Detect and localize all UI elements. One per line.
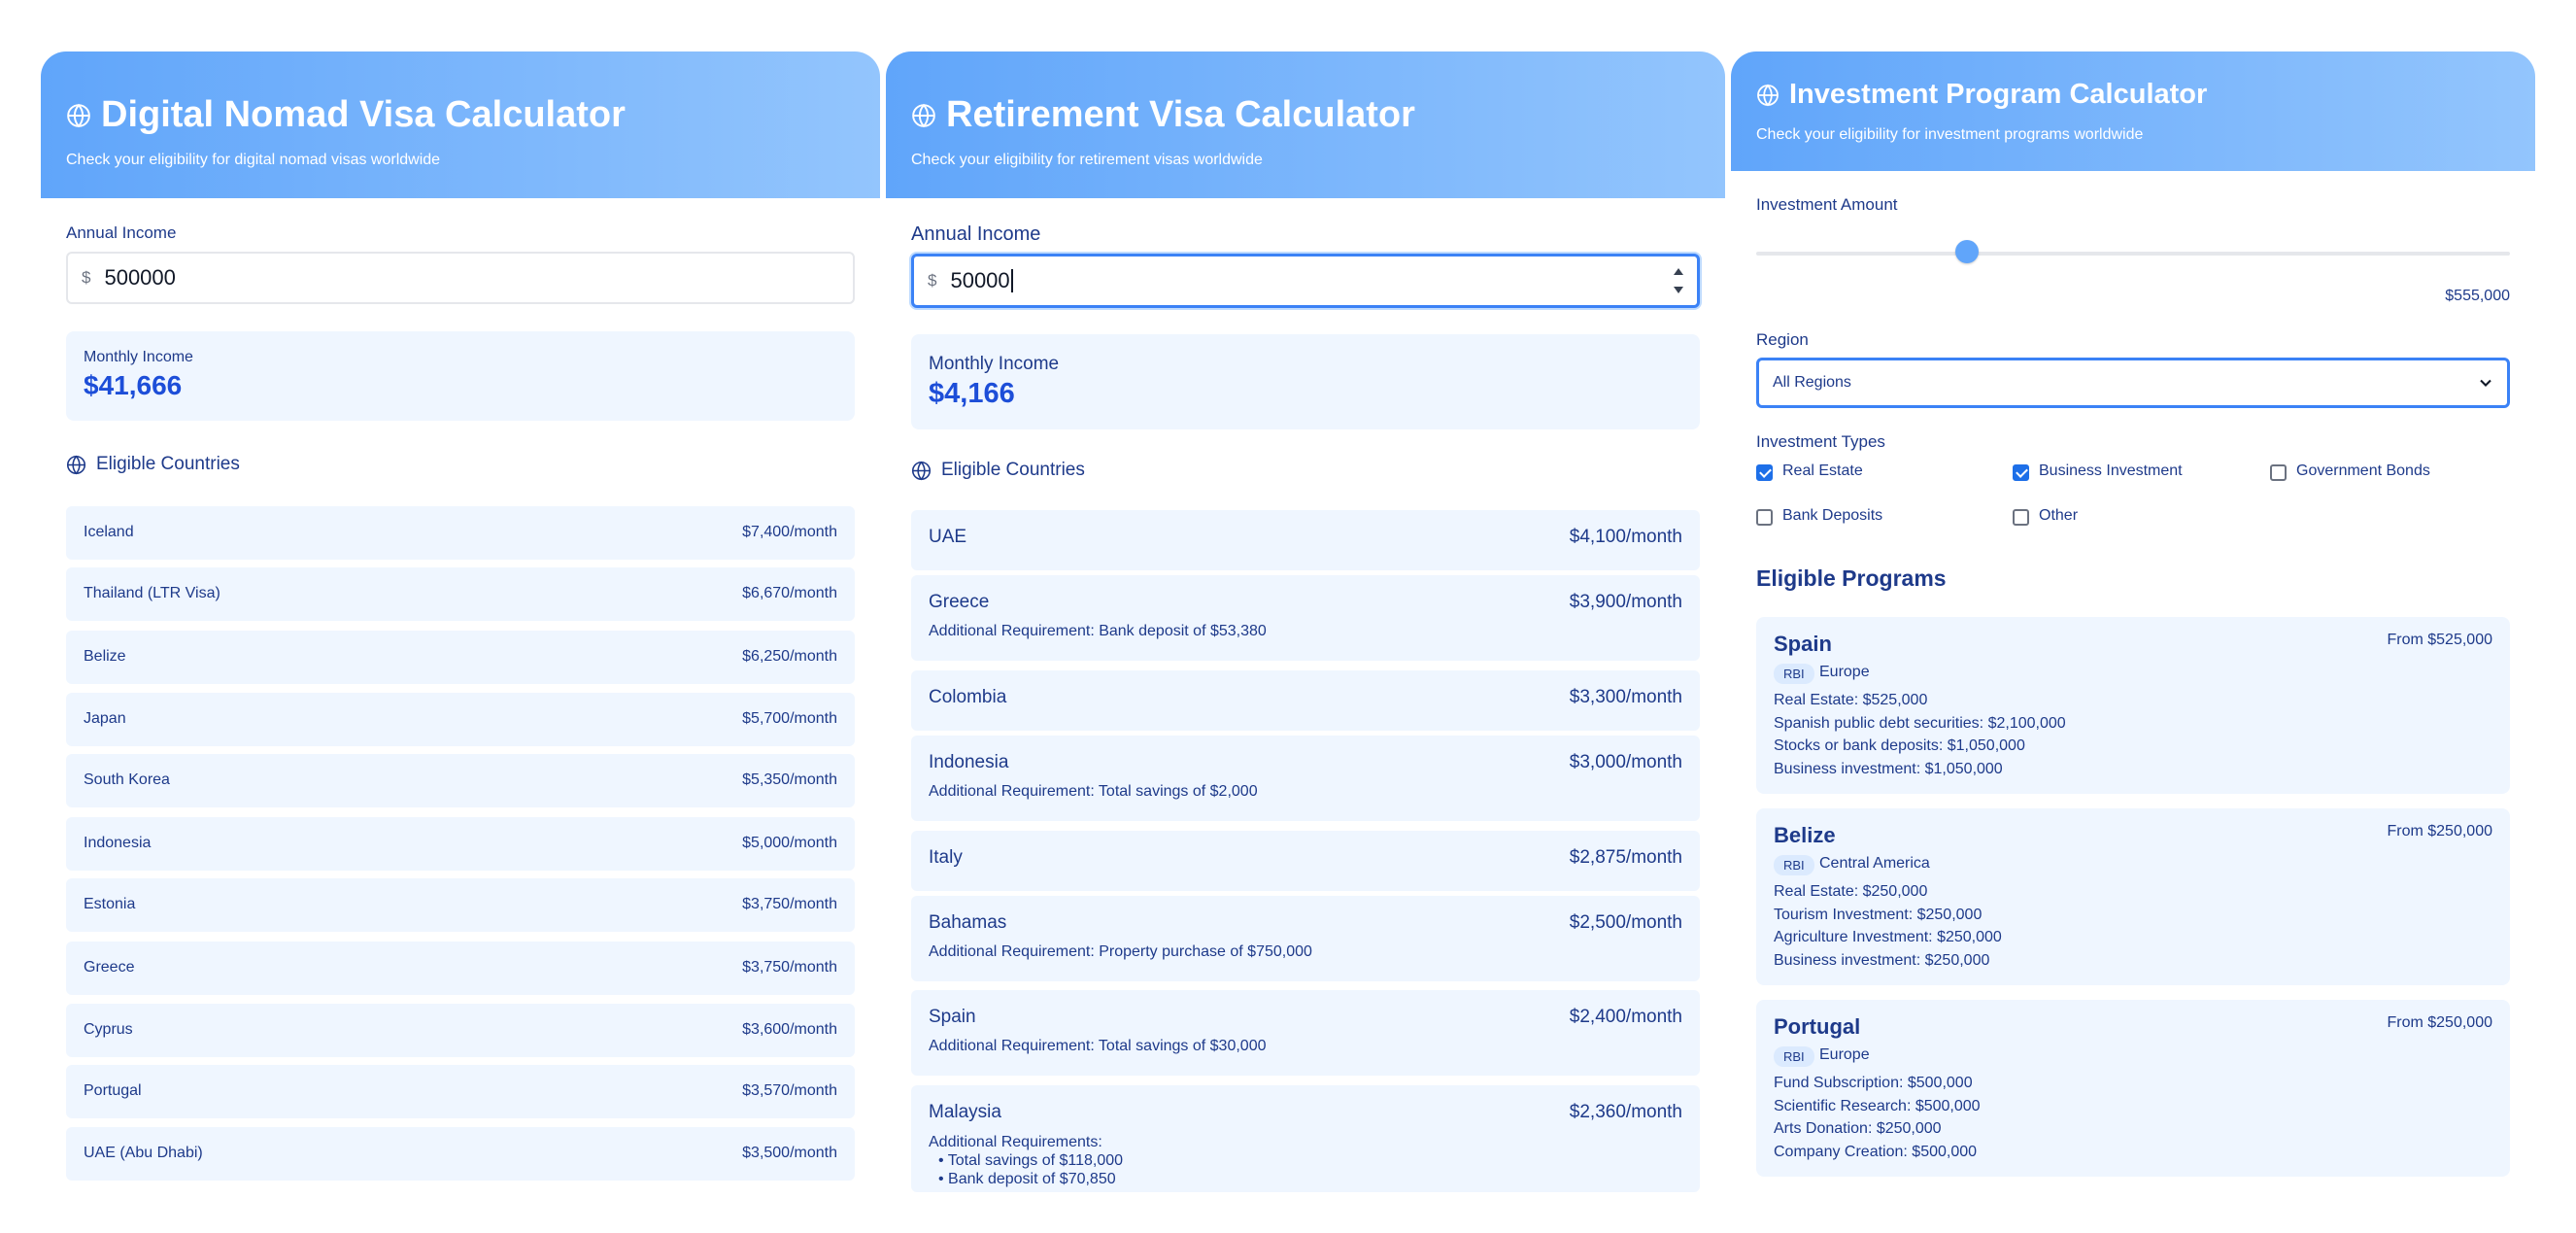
list-item xyxy=(911,990,1700,1076)
list-item xyxy=(911,510,1700,570)
country-name: Italy xyxy=(929,847,963,868)
program-country: Belize xyxy=(1774,823,1836,847)
list-item xyxy=(66,506,855,560)
eligible-countries-label: Eligible Countries xyxy=(941,460,1085,480)
program-min-investment: From $250,000 xyxy=(2387,1014,2492,1031)
eligible-countries-label: Eligible Countries xyxy=(96,454,240,474)
globe-icon xyxy=(66,455,86,475)
program-region: Europe xyxy=(1819,664,1870,680)
number-spinner[interactable] xyxy=(1672,268,1685,293)
program-option: Tourism Investment: $250,000 xyxy=(1774,906,1983,923)
nomad-monthly-income xyxy=(66,331,855,421)
checkbox-government-bonds[interactable] xyxy=(2270,462,2430,481)
monthly-income-value: $41,666 xyxy=(84,370,183,400)
nomad-header xyxy=(41,51,880,198)
country-requirement: $6,670/month xyxy=(742,585,837,601)
program-options xyxy=(1774,1072,1981,1163)
requirements-title: Additional Requirements: xyxy=(929,1134,1102,1150)
checkbox-box[interactable] xyxy=(2013,509,2029,526)
country-name: UAE (Abu Dhabi) xyxy=(84,1145,203,1161)
investment-amount-value: $555,000 xyxy=(2445,288,2510,304)
nomad-title xyxy=(66,94,626,136)
list-item xyxy=(911,670,1700,731)
country-name: Indonesia xyxy=(84,835,152,851)
country-requirement: $5,350/month xyxy=(742,771,837,788)
globe-icon xyxy=(66,103,91,128)
program-options xyxy=(1774,880,2002,972)
program-type-badge: RBI xyxy=(1774,855,1814,875)
monthly-income-label: Monthly Income xyxy=(84,349,193,365)
country-requirement: $5,700/month xyxy=(742,710,837,727)
country-requirement: $2,360/month xyxy=(1569,1102,1682,1122)
region-select-value: All Regions xyxy=(1773,374,1851,391)
currency-symbol: $ xyxy=(928,271,937,290)
country-name: Greece xyxy=(84,959,135,976)
program-option: Business investment: $1,050,000 xyxy=(1774,760,2003,777)
checkbox-business-investment[interactable] xyxy=(2013,462,2183,481)
program-card xyxy=(1756,808,2510,985)
country-requirement: $3,750/month xyxy=(742,896,837,912)
retirement-calculator xyxy=(886,51,1725,1217)
list-item xyxy=(66,567,855,621)
retirement-income-value: 50000 xyxy=(950,268,1010,292)
list-item xyxy=(66,754,855,807)
nomad-eligible-title xyxy=(66,454,240,475)
country-name: Iceland xyxy=(84,524,134,540)
additional-requirement: Additional Requirement: Bank deposit of $53,380 xyxy=(929,623,1267,639)
nomad-income-value: 500000 xyxy=(104,265,176,290)
country-name: Japan xyxy=(84,710,126,727)
program-min-investment: From $525,000 xyxy=(2387,632,2492,648)
country-name: Estonia xyxy=(84,896,136,912)
program-option: Scientific Research: $500,000 xyxy=(1774,1097,1981,1114)
list-item xyxy=(66,817,855,871)
country-name: Cyprus xyxy=(84,1021,133,1038)
checkbox-bank-deposits[interactable] xyxy=(1756,507,1882,526)
program-country: Portugal xyxy=(1774,1014,1861,1039)
requirement-item: • Total savings of $118,000 xyxy=(938,1152,1124,1169)
currency-symbol: $ xyxy=(82,268,91,287)
checkbox-box[interactable] xyxy=(2270,464,2287,481)
country-requirement: $3,570/month xyxy=(742,1082,837,1099)
additional-requirement: Additional Requirement: Total savings of $2,000 xyxy=(929,783,1258,800)
retirement-title-text: Retirement Visa Calculator xyxy=(946,94,1415,135)
country-requirement: $3,000/month xyxy=(1569,752,1682,772)
list-item xyxy=(66,631,855,684)
country-requirement: $2,875/month xyxy=(1569,847,1682,868)
monthly-income-label: Monthly Income xyxy=(929,354,1060,374)
program-type-badge: RBI xyxy=(1774,1046,1814,1067)
nomad-subtitle: Check your eligibility for digital nomad visas worldwide xyxy=(66,152,441,168)
country-name: Indonesia xyxy=(929,752,1009,772)
country-name: Spain xyxy=(929,1007,976,1027)
checkbox-box[interactable] xyxy=(1756,509,1773,526)
additional-requirement: Additional Requirement: Total savings of $30,000 xyxy=(929,1038,1267,1054)
program-region: Central America xyxy=(1819,855,1930,872)
checkbox-box[interactable] xyxy=(2013,464,2029,481)
investment-title-text: Investment Program Calculator xyxy=(1789,79,2208,110)
list-item xyxy=(911,831,1700,891)
retirement-income-input[interactable] xyxy=(911,254,1700,308)
globe-icon xyxy=(1756,84,1779,107)
checkbox-real-estate[interactable] xyxy=(1756,462,1863,481)
list-item xyxy=(66,1065,855,1118)
country-requirement: $4,100/month xyxy=(1569,527,1682,547)
program-card xyxy=(1756,617,2510,794)
country-requirement: $3,500/month xyxy=(742,1145,837,1161)
additional-requirements xyxy=(929,1133,1123,1188)
nomad-income-input[interactable] xyxy=(66,252,855,304)
retirement-income-label: Annual Income xyxy=(911,223,1041,245)
program-option: Spanish public debt securities: $2,100,000 xyxy=(1774,714,2066,732)
requirement-item: • Bank deposit of $70,850 xyxy=(938,1171,1116,1187)
additional-requirement: Additional Requirement: Property purchase of $750,000 xyxy=(929,943,1312,960)
country-name: South Korea xyxy=(84,771,170,788)
list-item xyxy=(66,1004,855,1057)
program-option: Fund Subscription: $500,000 xyxy=(1774,1075,1973,1091)
program-min-investment: From $250,000 xyxy=(2387,823,2492,839)
checkbox-label: Other xyxy=(2039,507,2079,524)
retirement-monthly-income xyxy=(911,334,1700,429)
retirement-header xyxy=(886,51,1725,198)
country-name: Malaysia xyxy=(929,1102,1001,1122)
investment-amount-slider[interactable] xyxy=(1756,252,2510,256)
investment-amount-label: Investment Amount xyxy=(1756,195,1898,214)
list-item xyxy=(66,878,855,932)
country-requirement: $3,900/month xyxy=(1569,592,1682,612)
program-option: Real Estate: $525,000 xyxy=(1774,692,1928,708)
list-item xyxy=(66,942,855,995)
country-requirement: $2,500/month xyxy=(1569,912,1682,933)
list-item xyxy=(911,736,1700,821)
country-requirement: $5,000/month xyxy=(742,835,837,851)
checkbox-label: Real Estate xyxy=(1782,462,1863,479)
monthly-income-value: $4,166 xyxy=(929,378,1015,409)
program-option: Agriculture Investment: $250,000 xyxy=(1774,929,2002,945)
program-option: Business investment: $250,000 xyxy=(1774,951,1990,969)
list-item xyxy=(911,1085,1700,1192)
investment-title xyxy=(1756,79,2207,111)
country-requirement: $3,300/month xyxy=(1569,687,1682,707)
retirement-subtitle: Check your eligibility for retirement visas worldwide xyxy=(911,152,1263,168)
investment-header xyxy=(1731,51,2535,171)
region-select[interactable] xyxy=(1756,358,2510,408)
retirement-eligible-title xyxy=(911,460,1085,481)
spinner-up-icon[interactable] xyxy=(1674,268,1683,275)
program-option: Arts Donation: $250,000 xyxy=(1774,1120,1942,1137)
country-requirement: $3,600/month xyxy=(742,1021,837,1038)
slider-thumb[interactable] xyxy=(1955,240,1979,263)
country-name: Portugal xyxy=(84,1082,142,1099)
country-name: Greece xyxy=(929,592,990,612)
checkbox-other[interactable] xyxy=(2013,507,2078,526)
digital-nomad-calculator xyxy=(41,51,880,1217)
program-option: Real Estate: $250,000 xyxy=(1774,883,1928,900)
list-item xyxy=(66,693,855,746)
program-option: Company Creation: $500,000 xyxy=(1774,1143,1978,1160)
checkbox-label: Bank Deposits xyxy=(1782,507,1883,524)
text-caret xyxy=(1011,269,1013,292)
list-item xyxy=(66,1127,855,1181)
region-label: Region xyxy=(1756,330,1809,349)
program-type-badge: RBI xyxy=(1774,664,1814,684)
investment-subtitle: Check your eligibility for investment programs worldwide xyxy=(1756,126,2144,143)
program-option: Stocks or bank deposits: $1,050,000 xyxy=(1774,737,2025,754)
country-requirement: $7,400/month xyxy=(742,524,837,540)
investment-calculator xyxy=(1731,51,2535,1217)
country-name: Belize xyxy=(84,648,126,665)
nomad-title-text: Digital Nomad Visa Calculator xyxy=(101,94,626,135)
globe-icon xyxy=(911,103,936,128)
list-item xyxy=(911,575,1700,661)
country-name: Colombia xyxy=(929,687,1007,707)
country-name: Thailand (LTR Visa) xyxy=(84,585,220,601)
globe-icon xyxy=(911,461,932,481)
spinner-down-icon[interactable] xyxy=(1674,287,1683,293)
checkbox-box[interactable] xyxy=(1756,464,1773,481)
investment-types-label: Investment Types xyxy=(1756,432,1885,451)
chevron-down-icon xyxy=(2476,373,2495,397)
country-requirement: $2,400/month xyxy=(1569,1007,1682,1027)
country-name: UAE xyxy=(929,527,967,547)
program-country: Spain xyxy=(1774,632,1832,656)
list-item xyxy=(911,896,1700,981)
retirement-title xyxy=(911,94,1415,136)
country-requirement: $3,750/month xyxy=(742,959,837,976)
program-card xyxy=(1756,1000,2510,1177)
country-requirement: $6,250/month xyxy=(742,648,837,665)
country-name: Bahamas xyxy=(929,912,1007,933)
program-options xyxy=(1774,689,2066,780)
checkbox-label: Business Investment xyxy=(2039,462,2183,479)
checkbox-label: Government Bonds xyxy=(2296,462,2430,479)
program-region: Europe xyxy=(1819,1046,1870,1063)
eligible-programs-title: Eligible Programs xyxy=(1756,565,1947,591)
nomad-income-label: Annual Income xyxy=(66,223,177,242)
